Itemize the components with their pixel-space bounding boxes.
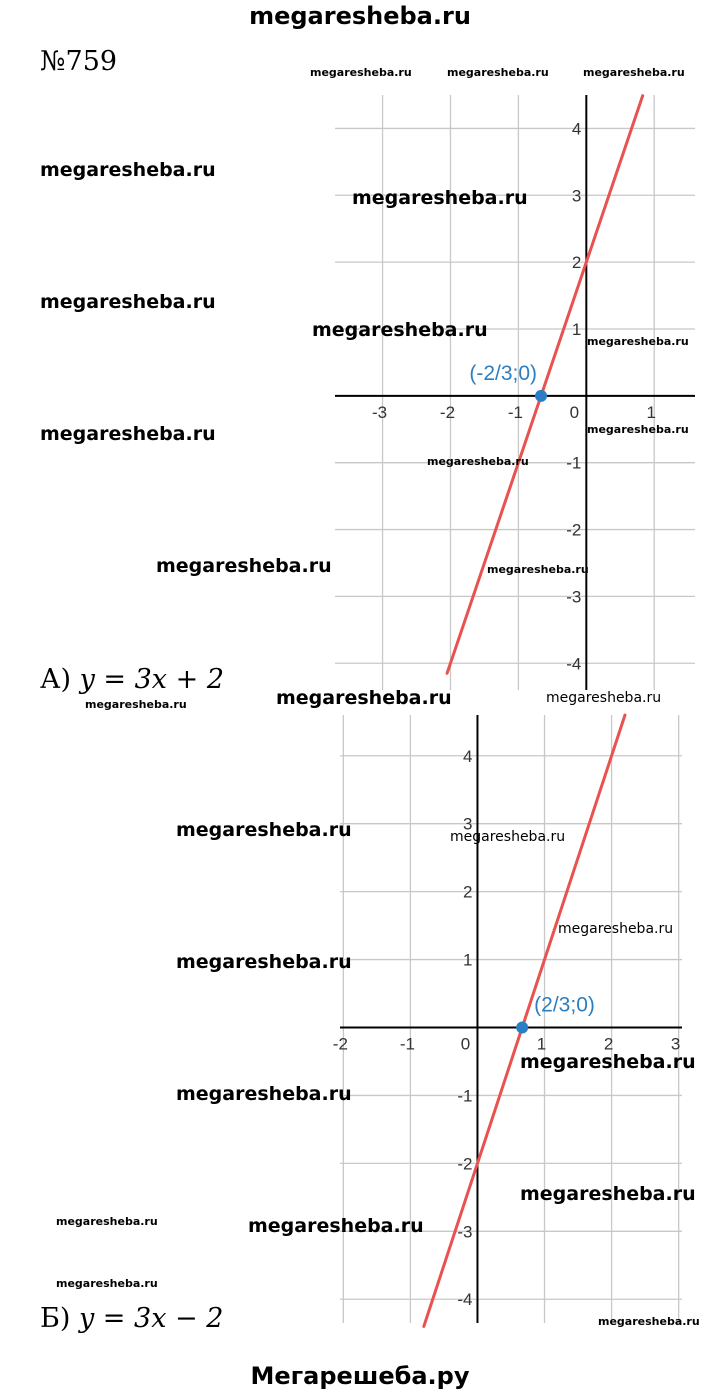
x-tick-label: 0 [460, 1034, 471, 1054]
watermark: megaresheba.ru [176, 819, 352, 841]
x-tick-label: -1 [399, 1034, 415, 1054]
watermark: megaresheba.ru [487, 563, 589, 576]
y-tick-label: -3 [566, 587, 582, 607]
watermark: megaresheba.ru [248, 1215, 424, 1237]
watermark: megaresheba.ru [310, 66, 412, 79]
y-tick-label: -1 [566, 453, 582, 473]
caption-a-label: А) [40, 664, 71, 695]
x-tick-label: 3 [670, 1034, 681, 1054]
watermark: megaresheba.ru [520, 1051, 696, 1073]
y-tick-label: 2 [463, 882, 473, 902]
watermark: megaresheba.ru [447, 66, 549, 79]
watermark: megaresheba.ru [558, 921, 674, 937]
y-tick-label: 3 [463, 814, 473, 834]
point-label: (-2/3;0) [469, 361, 538, 385]
caption-b-label: Б) [40, 1303, 71, 1334]
point-label: (2/3;0) [534, 993, 595, 1017]
x-tick-label: 1 [646, 402, 656, 422]
y-tick-label: -3 [457, 1222, 473, 1242]
watermark: megaresheba.ru [40, 159, 216, 181]
y-tick-label: -4 [457, 1290, 473, 1310]
y-tick-label: -2 [566, 520, 582, 540]
y-tick-label: 2 [571, 253, 582, 273]
y-tick-label: 4 [571, 119, 582, 139]
watermark: megaresheba.ru [176, 1083, 352, 1105]
watermark: megaresheba.ru [587, 423, 689, 436]
watermark: megaresheba.ru [176, 951, 352, 973]
x-tick-label: 1 [536, 1034, 547, 1054]
caption-b-equation: y = 3x − 2 [78, 1303, 224, 1334]
watermark: megaresheba.ru [56, 1215, 158, 1228]
watermark: megaresheba.ru [85, 698, 187, 711]
watermark: megaresheba.ru [546, 690, 662, 706]
series-line [424, 715, 625, 1326]
y-tick-label: 1 [571, 319, 582, 339]
watermark: megaresheba.ru [427, 455, 529, 468]
watermark: megaresheba.ru [56, 1277, 158, 1290]
y-tick-label: -1 [457, 1086, 473, 1106]
watermark: megaresheba.ru [450, 829, 566, 845]
watermark: megaresheba.ru [587, 335, 689, 348]
watermark: megaresheba.ru [40, 423, 216, 445]
y-tick-label: -2 [457, 1154, 473, 1174]
watermark: megaresheba.ru [312, 319, 488, 341]
chart-a [335, 95, 695, 690]
watermark: megaresheba.ru [583, 66, 685, 79]
caption-a-equation: y = 3x + 2 [79, 664, 224, 695]
y-tick-label: -4 [566, 654, 582, 674]
watermark: megaresheba.ru [598, 1315, 700, 1328]
caption-a [40, 664, 224, 695]
x-tick-label: -2 [332, 1034, 348, 1054]
watermark: megaresheba.ru [352, 187, 528, 209]
problem-number: №759 [40, 46, 118, 77]
intercept-point [535, 390, 547, 402]
watermark: megaresheba.ru [156, 555, 332, 577]
site-header: megaresheba.ru [249, 2, 471, 30]
x-tick-label: -2 [439, 402, 456, 422]
intercept-point [516, 1021, 528, 1033]
x-tick-label: -1 [507, 402, 523, 422]
x-tick-label: 0 [569, 402, 580, 422]
caption-b [40, 1303, 223, 1334]
y-tick-label: 1 [463, 950, 473, 970]
x-tick-label: 2 [603, 1034, 614, 1054]
x-tick-label: -3 [371, 402, 388, 422]
watermark: megaresheba.ru [520, 1183, 696, 1205]
watermark: megaresheba.ru [276, 687, 452, 709]
y-tick-label: 4 [463, 746, 473, 766]
site-footer: Мегарешеба.ру [250, 1362, 470, 1390]
watermark: megaresheba.ru [40, 291, 216, 313]
y-tick-label: 3 [571, 186, 582, 206]
